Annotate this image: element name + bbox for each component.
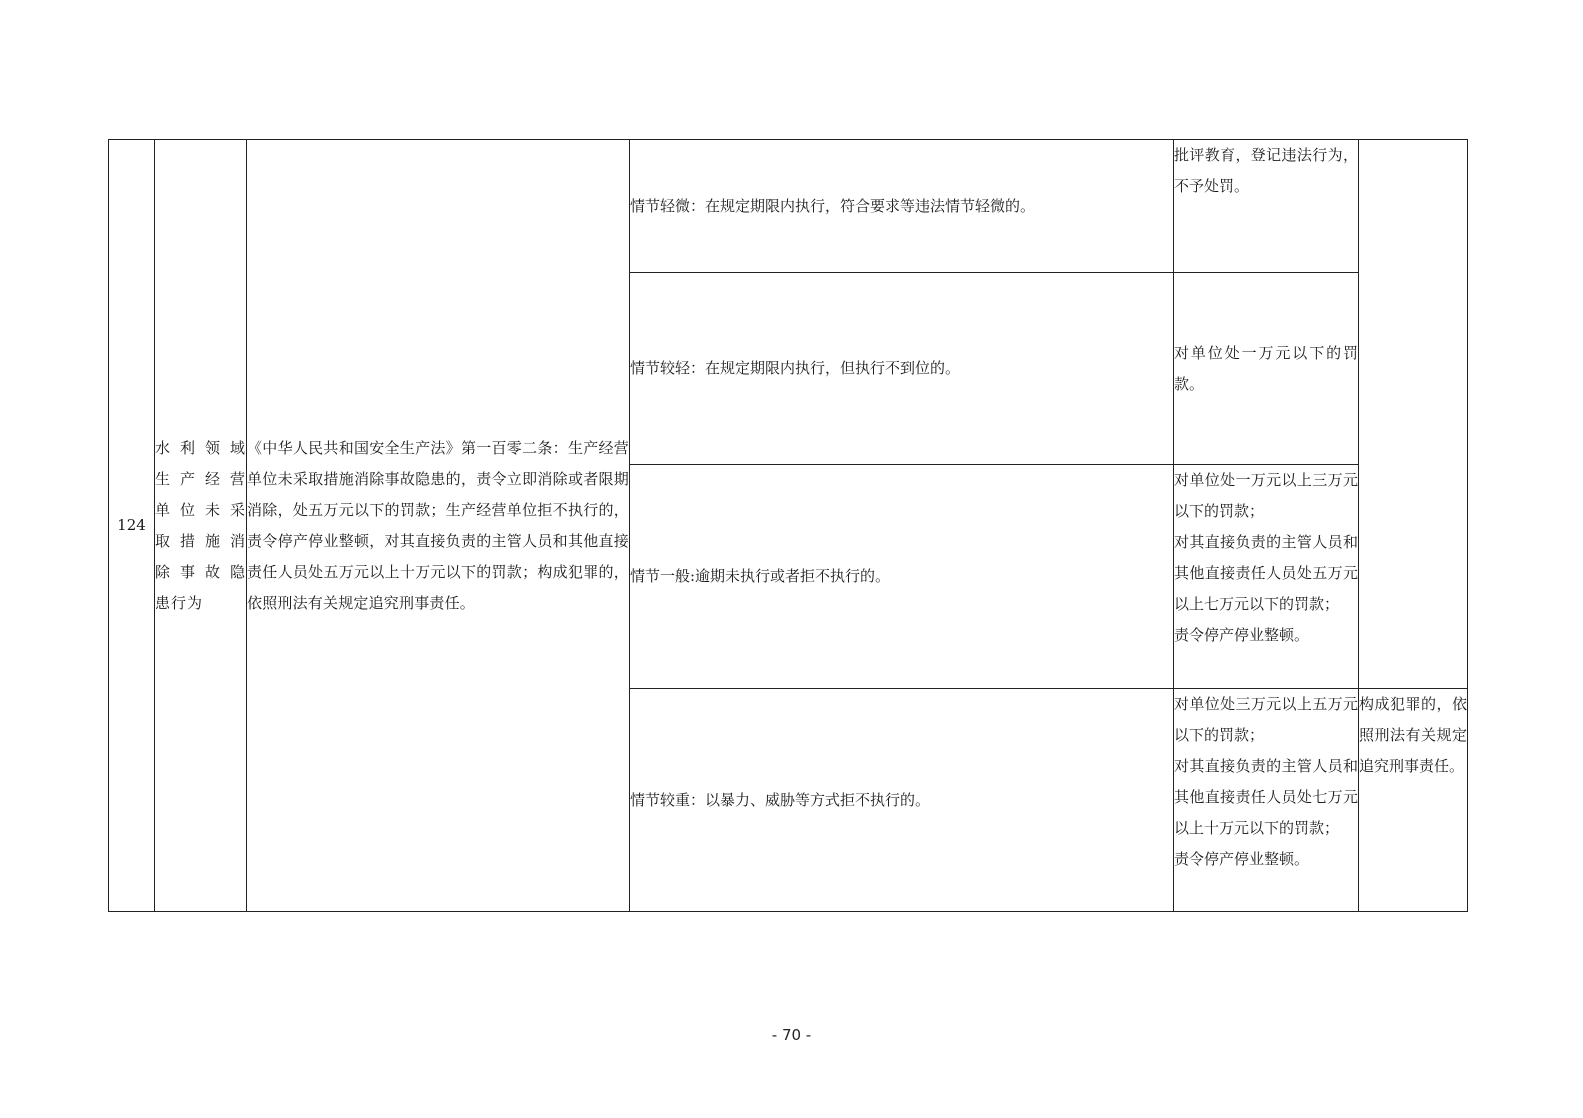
measure-line: 责令停产停业整顿。 (1174, 850, 1310, 868)
circumstance-general: 情节一般:逾期未执行或者拒不执行的。 (630, 465, 1174, 689)
item-line: 水利领域 (155, 438, 246, 457)
circumstance-serious: 情节较重：以暴力、威胁等方式拒不执行的。 (630, 689, 1174, 912)
measure-line: 对单位处三万元以上五万元以下的罚款； (1174, 695, 1358, 744)
measure-minor: 批评教育，登记违法行为，不予处罚。 (1174, 140, 1359, 273)
measure-general (1174, 465, 1359, 689)
circumstance-minor: 情节轻微：在规定期限内执行，符合要求等违法情节轻微的。 (630, 140, 1174, 273)
legal-basis: 《中华人民共和国安全生产法》第一百零二条：生产经营单位未采取措施消除事故隐患的，责令立即消除或者限期消除，处五万元以下的罚款；生产经营单位拒不执行的，责令停产停业整顿，对其直接负责的主管人员和其他直接责任人员处五万元以上十万元以下的罚款；构成犯罪的，依照刑法有关规定追究刑事责任。 (247, 140, 630, 912)
page-number: - 70 - (771, 1026, 812, 1044)
measure-serious (1174, 689, 1359, 912)
regulation-table (108, 139, 1468, 912)
item-line: 单位未采 (155, 500, 246, 519)
measure-light: 对单位处一万元以下的罚款。 (1174, 273, 1359, 465)
measure-line: 对其直接负责的主管人员和其他直接责任人员处七万元以上十万元以下的罚款； (1174, 757, 1358, 837)
criminal-empty (1359, 140, 1468, 689)
item-line: 除事故隐 (155, 562, 246, 581)
item-line: 取措施消 (155, 531, 246, 550)
violation-item (155, 140, 247, 912)
criminal-liability: 构成犯罪的，依照刑法有关规定追究刑事责任。 (1359, 689, 1468, 912)
measure-line: 责令停产停业整顿。 (1174, 626, 1310, 644)
item-line: 生产经营 (155, 469, 246, 488)
item-line: 患行为 (155, 593, 204, 612)
measure-line: 对单位处一万元以上三万元以下的罚款； (1174, 471, 1358, 520)
circumstance-light: 情节较轻：在规定期限内执行，但执行不到位的。 (630, 273, 1174, 465)
measure-line: 对其直接负责的主管人员和其他直接责任人员处五万元以上七万元以下的罚款； (1174, 533, 1358, 613)
row-number: 124 (109, 140, 155, 912)
